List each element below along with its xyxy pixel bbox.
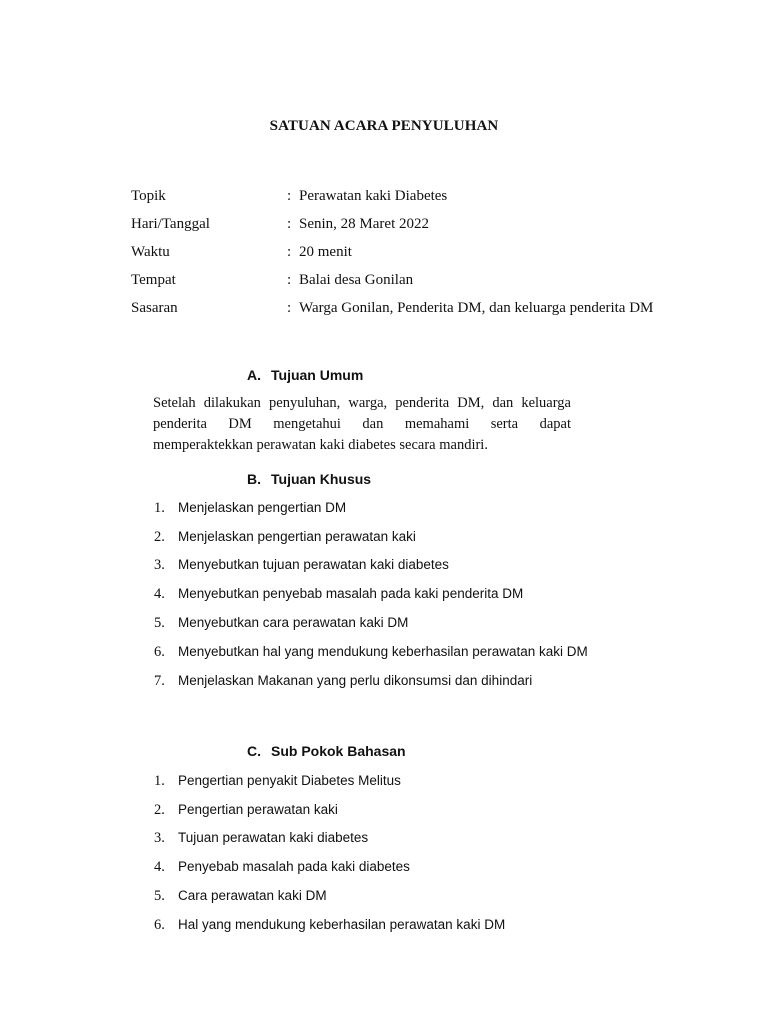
list-number: 6.: [154, 644, 165, 660]
list-number: 2.: [154, 529, 165, 545]
list-text: Menyebutkan cara perawatan kaki DM: [178, 615, 409, 630]
list-number: 3.: [154, 557, 165, 573]
info-value: Warga Gonilan, Penderita DM, dan keluarga penderita DM: [299, 300, 654, 316]
section-b-heading: [247, 471, 371, 487]
info-colon: :: [287, 244, 292, 260]
section-letter: B.: [247, 471, 261, 487]
section-title: Sub Pokok Bahasan: [271, 743, 406, 759]
section-letter: A.: [247, 367, 261, 383]
list-text: Menyebutkan hal yang mendukung keberhasilan perawatan kaki DM: [178, 644, 588, 659]
info-label: Sasaran: [131, 300, 178, 316]
paragraph-line: memperaktekkan perawatan kaki diabetes secara mandiri.: [153, 437, 488, 453]
info-label: Waktu: [131, 244, 170, 260]
list-number: 7.: [154, 673, 165, 689]
info-colon: :: [287, 300, 292, 316]
paragraph-line: penderita DM mengetahui dan memahami serta dapat: [153, 416, 571, 432]
info-label: Tempat: [131, 272, 176, 288]
list-number: 1.: [154, 773, 165, 789]
list-number: 5.: [154, 615, 165, 631]
list-number: 1.: [154, 500, 165, 516]
info-value: Perawatan kaki Diabetes: [299, 188, 448, 204]
list-number: 5.: [154, 888, 165, 904]
list-number: 2.: [154, 802, 165, 818]
list-text: Penyebab masalah pada kaki diabetes: [178, 859, 410, 874]
list-text: Hal yang mendukung keberhasilan perawatan kaki DM: [178, 917, 506, 932]
list-text: Pengertian penyakit Diabetes Melitus: [178, 773, 401, 788]
info-label: Hari/Tanggal: [131, 216, 210, 232]
list-text: Menyebutkan penyebab masalah pada kaki penderita DM: [178, 586, 524, 601]
info-label: Topik: [131, 188, 166, 204]
list-number: 4.: [154, 586, 165, 602]
list-text: Tujuan perawatan kaki diabetes: [178, 830, 369, 845]
list-number: 4.: [154, 859, 165, 875]
list-number: 6.: [154, 917, 165, 933]
section-letter: C.: [247, 743, 261, 759]
info-colon: :: [287, 216, 292, 232]
list-text: Pengertian perawatan kaki: [178, 802, 338, 817]
tujuan-umum-paragraph: [153, 393, 571, 456]
list-text: Menjelaskan pengertian perawatan kaki: [178, 529, 416, 544]
info-colon: :: [287, 188, 292, 204]
section-c-heading: [247, 743, 406, 759]
info-value: 20 menit: [299, 244, 352, 260]
list-text: Menjelaskan Makanan yang perlu dikonsumsi dan dihindari: [178, 673, 533, 688]
list-text: Cara perawatan kaki DM: [178, 888, 327, 903]
info-value: Balai desa Gonilan: [299, 272, 414, 288]
list-text: Menjelaskan pengertian DM: [178, 500, 347, 515]
info-value: Senin, 28 Maret 2022: [299, 216, 429, 232]
section-a-heading: [247, 367, 363, 383]
list-number: 3.: [154, 830, 165, 846]
section-title: Tujuan Khusus: [271, 471, 372, 487]
info-colon: :: [287, 272, 292, 288]
section-title: Tujuan Umum: [271, 367, 364, 383]
list-text: Menyebutkan tujuan perawatan kaki diabetes: [178, 557, 449, 572]
paragraph-line: Setelah dilakukan penyuluhan, warga, penderita DM, dan keluarga: [153, 395, 571, 411]
document-title: SATUAN ACARA PENYULUHAN: [269, 118, 499, 134]
